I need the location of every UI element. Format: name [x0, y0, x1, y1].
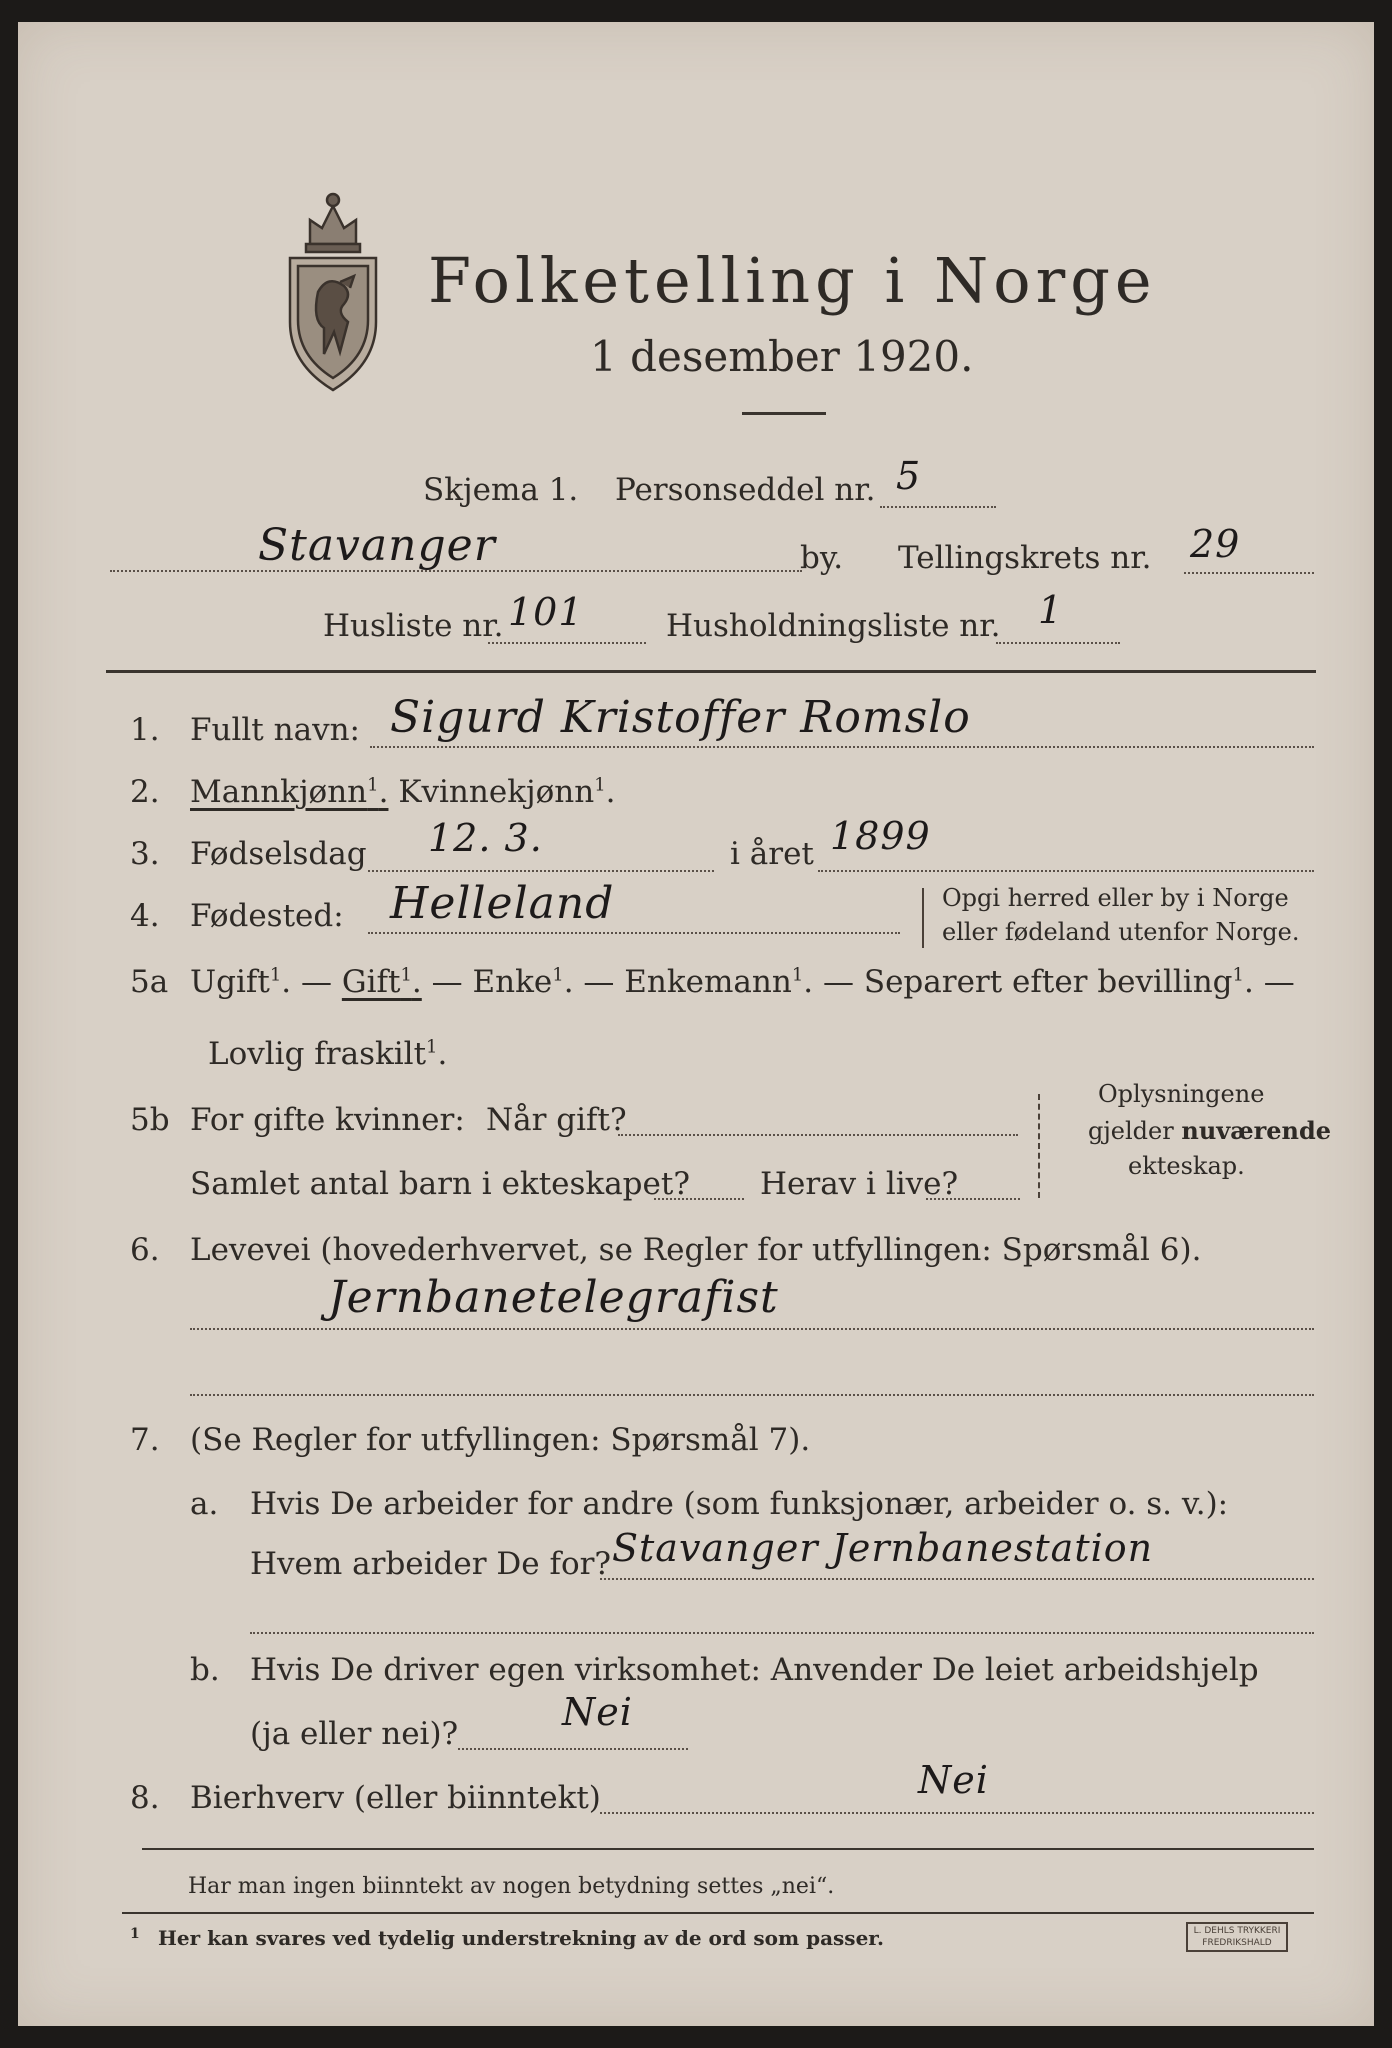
q6-label: Levevei (hovederhvervet, se Regler for utfyllingen: Spørsmål 6). — [190, 1232, 1202, 1268]
printer-stamp: L. DEHLS TRYKKERI FREDRIKSHALD — [1186, 1922, 1288, 1952]
coat-of-arms-icon — [280, 182, 386, 398]
q7b-label-2: (ja eller nei)? — [250, 1716, 459, 1752]
year-label: i året — [730, 836, 814, 872]
tellingskrets-line — [1184, 572, 1314, 574]
q5b-brace — [1038, 1094, 1050, 1198]
full-name-value: Sigurd Kristoffer Romslo — [390, 692, 971, 743]
q5a-number: 5a — [130, 964, 169, 1000]
married-when-line — [618, 1134, 1018, 1136]
alive-line — [926, 1198, 1020, 1200]
birthplace-hint-1: Opgi herred eller by i Norge — [942, 884, 1289, 912]
marital-gift-selected: Gift$^1$. — [341, 964, 422, 1000]
personseddel-value: 5 — [896, 454, 922, 498]
q4-label: Fødested: — [190, 898, 344, 934]
q4-number: 4. — [130, 898, 160, 934]
husliste-value: 101 — [508, 590, 584, 634]
q5b-number: 5b — [130, 1102, 170, 1138]
birthplace-line — [368, 932, 900, 934]
q5b-note-1: Oplysningene — [1098, 1080, 1265, 1108]
nei-note: Har man ingen biinntekt av nogen betydning settes „nei“. — [188, 1874, 835, 1899]
q5b-label-2: Når gift? — [486, 1102, 627, 1138]
q7a-label-2: Hvem arbeider De for? — [250, 1546, 612, 1582]
husliste-line — [488, 642, 646, 644]
birth-year-value: 1899 — [830, 814, 931, 858]
occupation-line-1 — [190, 1328, 1314, 1330]
gender-female: Kvinnekjønn$^1$. — [398, 774, 616, 810]
q3-number: 3. — [130, 836, 160, 872]
q5b-label-3: Samlet antal barn i ekteskapet? — [190, 1166, 690, 1202]
q8-number: 8. — [130, 1780, 160, 1816]
gender-options — [190, 774, 616, 810]
gender-male: Mannkjønn$^1$. — [190, 774, 389, 810]
q1-line — [370, 746, 1314, 748]
q1-number: 1. — [130, 712, 160, 748]
hired-help-line — [458, 1748, 688, 1750]
header-divider — [106, 670, 1316, 673]
q1-label: Fullt navn: — [190, 712, 360, 748]
q7a-label-1: Hvis De arbeider for andre (som funksjonær, arbeider o. s. v.): — [250, 1486, 1229, 1522]
hired-help-value: Nei — [562, 1690, 633, 1734]
q8-label: Bierhverv (eller biinntekt) — [190, 1780, 601, 1816]
tellingskrets-label: Tellingskrets nr. — [898, 540, 1152, 576]
year-line — [818, 870, 1314, 872]
q5b-label-4: Herav i live? — [760, 1166, 959, 1202]
q7-label: (Se Regler for utfyllingen: Spørsmål 7). — [190, 1422, 811, 1458]
q5b-note-2: gjelder nuværende — [1088, 1116, 1332, 1145]
birthday-value: 12. 3. — [428, 816, 543, 860]
marital-options-line-2: Lovlig fraskilt$^1$. — [208, 1036, 448, 1072]
employer-value: Stavanger Jernbanestation — [612, 1526, 1154, 1570]
husholdning-label: Husholdningsliste nr. — [666, 608, 1001, 644]
form-title: Folketelling i Norge — [428, 244, 1157, 317]
personseddel-label: Personseddel nr. — [615, 472, 876, 508]
husliste-label: Husliste nr. — [323, 608, 504, 644]
birthplace-value: Helleland — [390, 878, 615, 929]
q6-number: 6. — [130, 1232, 160, 1268]
q7a-number: a. — [190, 1486, 219, 1522]
q7-number: 7. — [130, 1422, 160, 1458]
occupation-line-2 — [190, 1394, 1314, 1396]
birthplace-brace — [922, 888, 934, 948]
side-income-line — [600, 1812, 1314, 1814]
tellingskrets-value: 29 — [1190, 522, 1241, 566]
q5b-label-1: For gifte kvinner: — [190, 1102, 465, 1138]
husholdning-value: 1 — [1038, 588, 1064, 632]
birthplace-hint-2: eller fødeland utenfor Norge. — [942, 918, 1300, 946]
side-income-value: Nei — [918, 1758, 989, 1802]
q3-label: Fødselsdag — [190, 836, 367, 872]
notes-divider — [142, 1848, 1314, 1850]
footnote-number: 1 — [130, 1926, 140, 1942]
children-line — [654, 1198, 744, 1200]
marital-options-line-1: Ugift$^1$. — Gift$^1$. — Enke$^1$. — Enkemann$^1$. — Separert efter bevilling$^1$. — — [190, 964, 1295, 1000]
census-form — [18, 22, 1374, 2026]
skjema-label: Skjema 1. — [423, 472, 579, 508]
title-divider — [742, 412, 826, 415]
employer-line-2 — [250, 1632, 1314, 1634]
by-label: by. — [800, 540, 844, 576]
birthday-line — [368, 870, 714, 872]
personseddel-line — [880, 506, 996, 508]
employer-line — [600, 1578, 1314, 1580]
footnote-divider — [122, 1912, 1314, 1914]
city-value: Stavanger — [258, 520, 496, 571]
q2-number: 2. — [130, 774, 160, 810]
q7b-label-1: Hvis De driver egen virksomhet: Anvender De leiet arbeidshjelp — [250, 1652, 1259, 1688]
q5b-note-3: ekteskap. — [1128, 1152, 1245, 1180]
q7b-number: b. — [190, 1652, 220, 1688]
form-date: 1 desember 1920. — [590, 332, 974, 381]
occupation-value: Jernbanetelegrafist — [328, 1272, 779, 1323]
footnote-text: Her kan svares ved tydelig understrekning av de ord som passer. — [158, 1926, 884, 1950]
husholdning-line — [996, 642, 1120, 644]
